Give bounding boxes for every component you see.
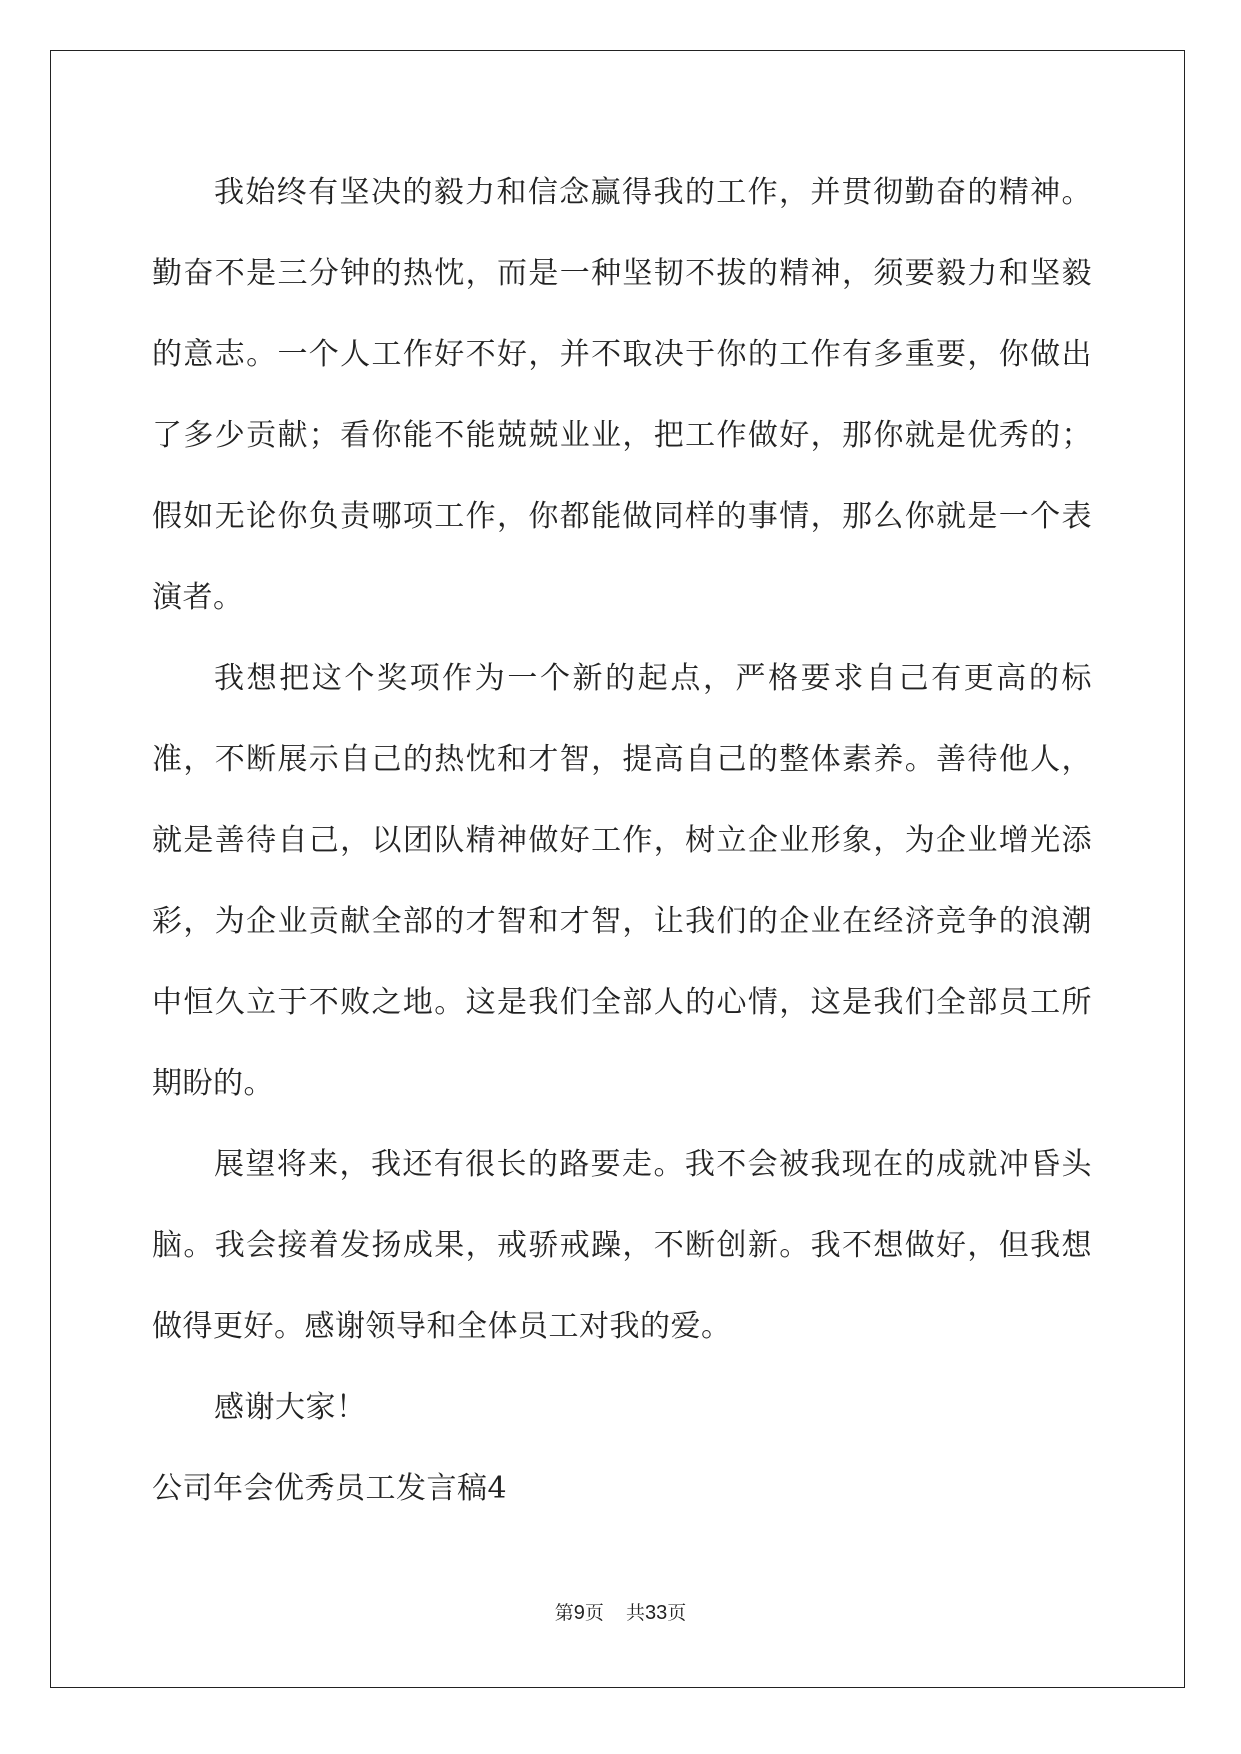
footer-total-prefix: 共 xyxy=(625,1602,645,1624)
section-heading: 公司年会优秀员工发言稿4 xyxy=(152,1471,508,1506)
paragraph-diligence: 我始终有坚决的毅力和信念赢得我的工作，并贯彻勤奋的精神。勤奋不是三分钟的热忱，而是一种坚韧不拔的精神，须要毅力和坚毅的意志。一个人工作好不好，并不取决于你的工作有多重要，你做出了多少贡献；看你能不能兢兢业业，把工作做好，那你就是优秀的；假如无论你负责哪项工作，你都能做同样的事情，那么你就是一个表演者。 xyxy=(152,175,1092,615)
footer-prefix: 第 xyxy=(554,1602,574,1624)
document-body xyxy=(152,152,1092,1529)
footer-total-suffix: 页 xyxy=(667,1602,687,1624)
paragraph-outlook: 展望将来，我还有很长的路要走。我不会被我现在的成就冲昏头脑。我会接着发扬成果，戒骄戒躁，不断创新。我不想做好，但我想做得更好。感谢领导和全体员工对我的爱。 xyxy=(152,1147,1092,1344)
page-footer xyxy=(0,1598,1241,1625)
footer-page-word: 页 xyxy=(584,1602,604,1624)
footer-total-pages: 33 xyxy=(644,1602,668,1624)
paragraph-new-start: 我想把这个奖项作为一个新的起点，严格要求自己有更高的标准，不断展示自己的热忱和才智，提高自己的整体素养。善待他人，就是善待自己，以团队精神做好工作，树立企业形象，为企业增光添彩，为企业贡献全部的才智和才智，让我们的企业在经济竞争的浪潮中恒久立于不败之地。这是我们全部人的心情，这是我们全部员工所期盼的。 xyxy=(152,661,1092,1101)
footer-current-page: 9 xyxy=(573,1602,585,1624)
paragraph-thanks: 感谢大家！ xyxy=(214,1390,367,1425)
